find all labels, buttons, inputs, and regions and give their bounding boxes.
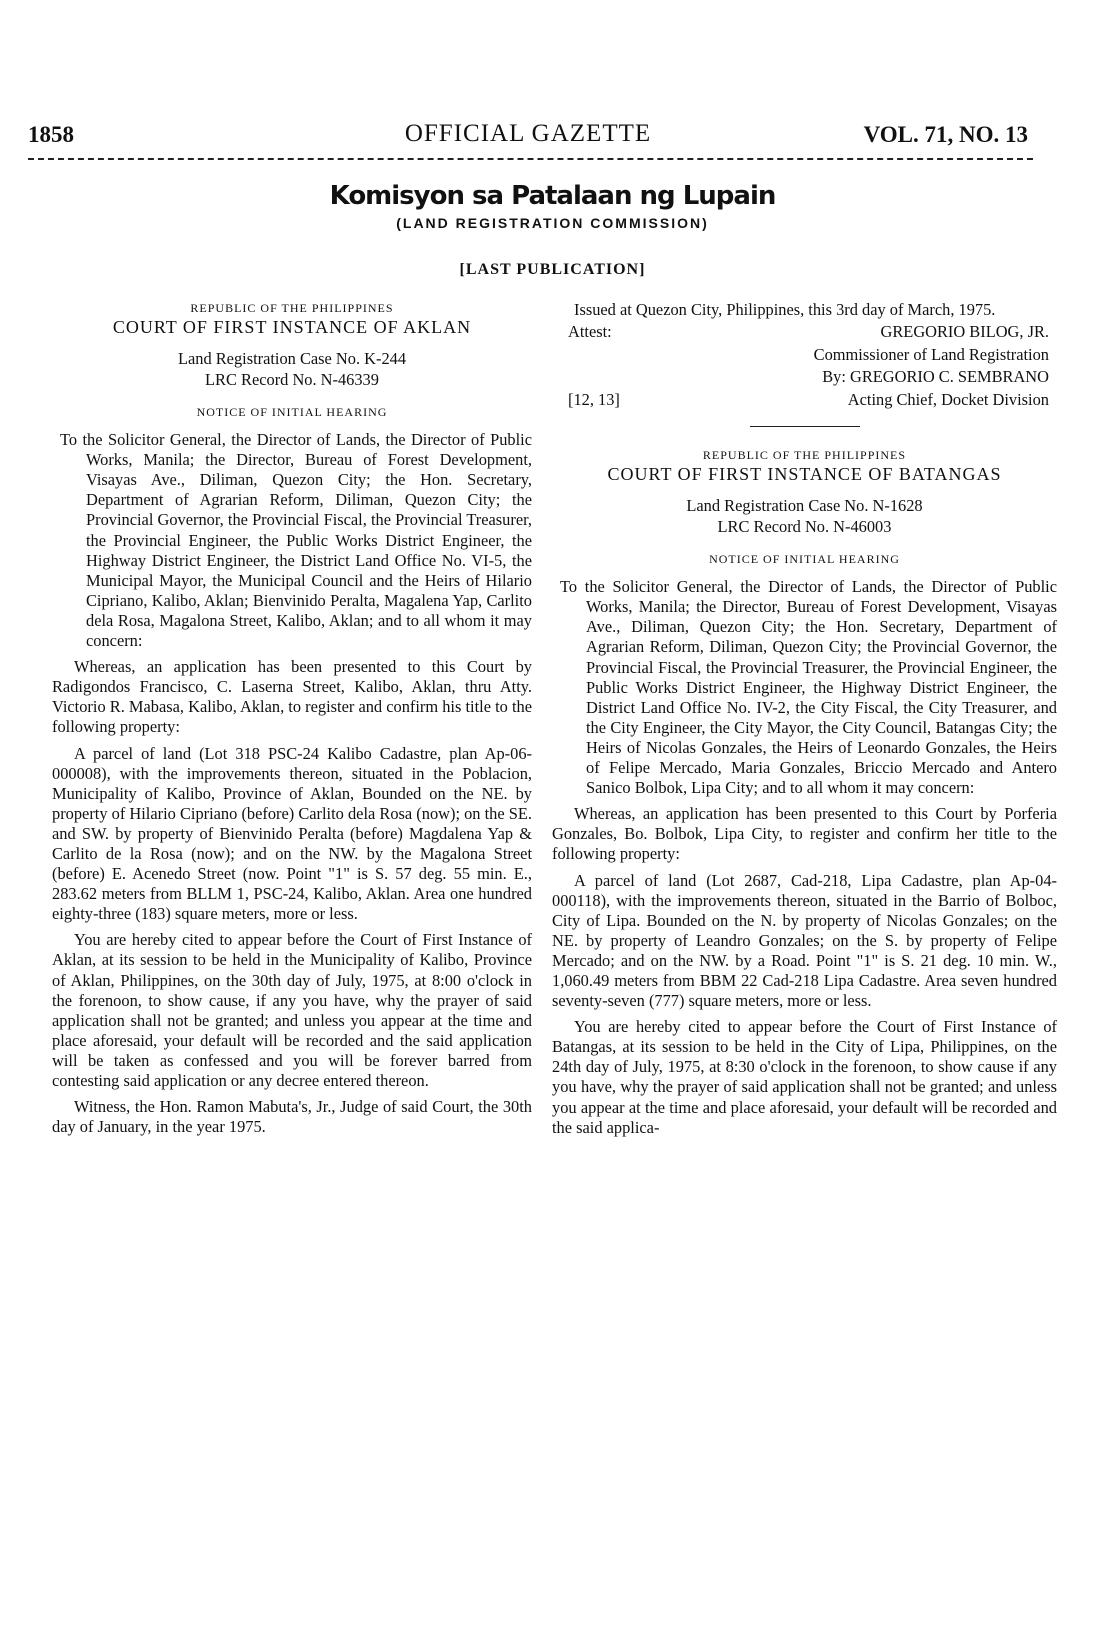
lrc-record: LRC Record No. N-46339 (205, 370, 379, 389)
commission-title-tagalog: Komisyon sa Patalaan ng Lupain (329, 181, 776, 211)
court-title: COURT OF FIRST INSTANCE OF AKLAN (112, 317, 472, 337)
citation-paragraph: You are hereby cited to appear before the Court of First Instance of Batangas, at its session to be held in the City of Lipa, Philippines, on the 24th day of July, 1975, at 8:30 o'clock in the forenoon, to show cause if any you have, why the prayer of said application shall not be granted; and unless you appear at the time and place aforesaid, your default will be recorded and the said applica- (552, 1017, 1057, 1137)
attest-label: Attest: (568, 322, 612, 342)
republic-label: REPUBLIC OF THE PHILIPPINES (702, 448, 907, 463)
commissioner-name: GREGORIO BILOG, JR. (880, 322, 1049, 342)
lrc-record: LRC Record No. N-46003 (717, 517, 892, 537)
republic-label: REPUBLIC OF THE PHILIPPINES (190, 301, 394, 315)
chief-title-row (552, 390, 1057, 412)
page-number: 1858 (28, 122, 74, 147)
right-column (552, 300, 1057, 1138)
issue-reference: [12, 13] (568, 390, 620, 410)
parcel-paragraph: A parcel of land (Lot 2687, Cad-218, Lipa Cadastre, plan Ap-04-000118), with the improvements thereon, situated in the Barrio of Bolboc, City of Lipa. Bounded on the N. by property of Nicolas Gonzales; on the NE. by property of Leandro Gonzales; on the S. by property of Felipe Mercado; and on the NW. by a Road. Point "1" is S. 21 deg. 10 min. W., 1,060.49 meters from BBM 22 Cad-218 Lipa Cadastre. Area seven hundred seventy-seven (777) square meters, more or less. (552, 870, 1057, 1011)
parcel-paragraph: A parcel of land (Lot 318 PSC-24 Kalibo Cadastre, plan Ap-06-000008), with the improvements thereon, situated in the Poblacion, Municipality of Kalibo, Province of Aklan, Bounded on the NE. by property of Hilario Cipriano (before) Carlito dela Rosa (now); on the SE. and SW. by property of Bienvinido Peralta (before) Magdalena Yap & Carlito de la Rosa (now); and on the NW. by the Magalona Street (before) E. Acenedo Street (now. Point "1" is S. 57 deg. 55 min. E., 283.62 meters from BLLM 1, PSC-24, Kalibo, Aklan. Area one hundred eighty-three (183) square meters, more or less. (52, 743, 532, 924)
citation-paragraph: You are hereby cited to appear before the Court of First Instance of Aklan, at its session to be held in the Municipality of Kalibo, Province of Aklan, Philippines, on the 30th day of July, 1975, at 8:00 o'clock in the forenoon, to show cause, if any you have, why the prayer of said application shall not be granted; and unless you appear at the time and place aforesaid, your default will be recorded and the said application will be taken as confessed and you will be forever barred from contesting said application or any decree entered thereon. (52, 930, 532, 1090)
by-line (552, 366, 1057, 388)
commission-title-english: (LAND REGISTRATION COMMISSION) (396, 215, 709, 231)
court-title: COURT OF FIRST INSTANCE OF BATANGAS (607, 464, 1002, 485)
last-publication-label: [LAST PUBLICATION] (459, 261, 646, 278)
header-rule (28, 158, 1033, 160)
volume-number: VOL. 71, NO. 13 (863, 122, 1028, 147)
witness-paragraph: Witness, the Hon. Ramon Mabuta's, Jr., Judge of said Court, the 30th day of January, in the year 1975. (52, 1097, 532, 1137)
case-numbers (52, 348, 532, 390)
chief-title: Acting Chief, Docket Division (847, 390, 1049, 410)
case-number: Land Registration Case No. N-1628 (686, 496, 923, 516)
whereas-paragraph: Whereas, an application has been presented to this Court by Porferia Gonzales, Bo. Bolbok, Lipa City, to register and confirm her title to the following property: (552, 804, 1057, 864)
publication-title: OFFICIAL GAZETTE (404, 120, 652, 147)
notice-address: To the Solicitor General, the Director of Lands, the Director of Public Works, Manila; the Director, Bureau of Forest Development, Visayas Ave., Diliman, Quezon City; the Hon. Secretary, Department of Agrarian Reform, Diliman, Quezon City; the Provincial Governor, the Provincial Fiscal, the Provincial Treasurer, the Provincial Engineer, the Public Works District Engineer, the Highway District Engineer, the District Land Office No. IV-2, the City Fiscal, the City Treasurer, and the City Engineer, the City Mayor, the City Council, Batangas City; the Heirs of Nicolas Gonzales, the Heirs of Leonardo Gonzales, the Heirs of Felipe Mercado, Maria Gonzales, Briccio Mercado and Antero Sanico Bolbok, Lipa City; and to all whom it may concern: (560, 577, 1057, 798)
notice-address: To the Solicitor General, the Director of Lands, the Director of Public Works, Manila; the Director, Bureau of Forest Development, Visayas Ave., Diliman, Quezon City; the Hon. Secretary, Department of Agrarian Reform, Diliman, Quezon City; the Provincial Governor, the Provincial Fiscal, the Provincial Treasurer, the Provincial Engineer, the Public Works District Engineer, the Highway District Engineer, the District Land Office No. VI-5, the Municipal Mayor, the Municipal Council and the Heirs of Hilario Cipriano, Kalibo, Aklan; Bienvinido Peralta, Magalena Yap, Carlito dela Rosa, Magalona Street, Kalibo, Aklan; and to all whom it may concern: (60, 430, 532, 651)
case-numbers (552, 495, 1057, 537)
section-divider (750, 426, 860, 427)
left-column (52, 300, 532, 1137)
commissioner-title: Commissioner of Land Registration (813, 345, 1049, 365)
whereas-paragraph: Whereas, an application has been presented to this Court by Radigondos Francisco, C. Laserna Street, Kalibo, Aklan, thru Atty. Victorio R. Mabasa, Kalibo, Aklan, to register and confirm his title to the following property: (52, 657, 532, 737)
issued-statement: Issued at Quezon City, Philippines, this 3rd day of March, 1975. (574, 300, 996, 319)
attest-row (552, 322, 1057, 344)
chief-name: GREGORIO C. SEMBRANO (850, 367, 1049, 387)
notice-title: NOTICE OF INITIAL HEARING (709, 552, 900, 567)
notice-title: NOTICE OF INITIAL HEARING (196, 405, 388, 419)
commission-heading (0, 181, 1105, 231)
case-number: Land Registration Case No. K-244 (177, 349, 407, 368)
by-label: By: (822, 367, 846, 387)
page-header (28, 112, 1028, 152)
